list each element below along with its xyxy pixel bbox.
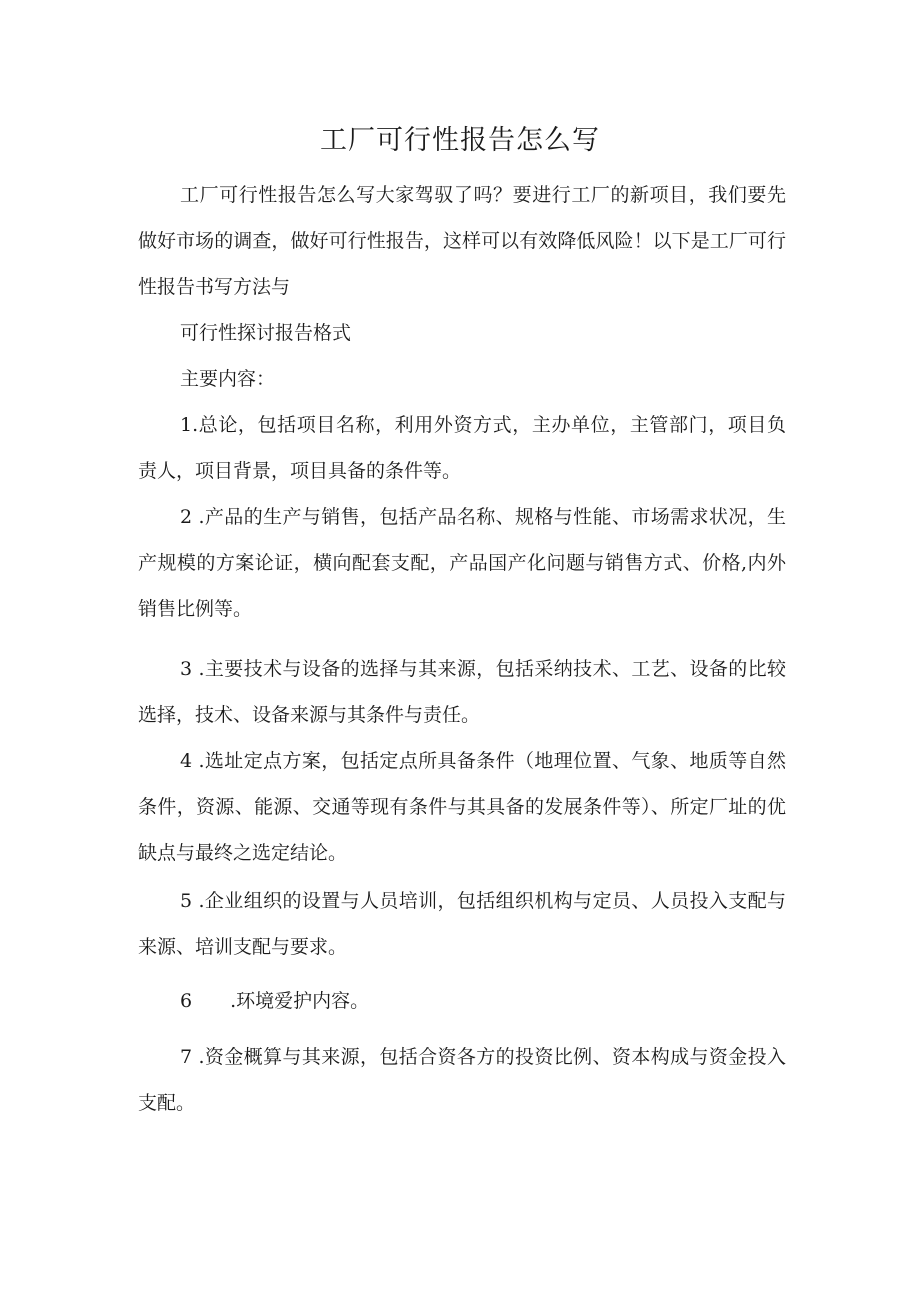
list-item-6: 6 .环境爱护内容。 bbox=[180, 990, 370, 1012]
list-item-1: 1.总论，包括项目名称，利用外资方式，主办单位，主管部门，项目负责人，项目背景，项目具备的条件等。 bbox=[138, 414, 786, 482]
subheading-format: 可行性探讨报告格式 bbox=[180, 322, 352, 344]
document-title: 工厂可行性报告怎么写 bbox=[320, 125, 600, 156]
list-item-7: 7 .资金概算与其来源，包括合资各方的投资比例、资本构成与资金投入支配。 bbox=[138, 1046, 786, 1114]
list-item-4: 4 .选址定点方案，包括定点所具备条件（地理位置、气象、地质等自然条件，资源、能源、交通等现有条件与其具备的发展条件等）、所定厂址的优缺点与最终之选定结论。 bbox=[138, 750, 786, 864]
list-item-5: 5 .企业组织的设置与人员培训，包括组织机构与定员、人员投入支配与来源、培训支配与要求。 bbox=[138, 890, 786, 958]
list-item-2: 2 .产品的生产与销售，包括产品名称、规格与性能、市场需求状况，生产规模的方案论证，横向配套支配，产品国产化问题与销售方式、价格,内外销售比例等。 bbox=[138, 506, 786, 620]
list-item-3: 3 .主要技术与设备的选择与其来源，包括采纳技术、工艺、设备的比较选择，技术、设备来源与其条件与责任。 bbox=[138, 658, 786, 726]
intro-paragraph: 工厂可行性报告怎么写大家驾驭了吗？要进行工厂的新项目，我们要先做好市场的调查，做好可行性报告，这样可以有效降低风险！以下是工厂可行性报告书写方法与 bbox=[138, 184, 786, 298]
subheading-main-content: 主要内容： bbox=[180, 368, 276, 390]
